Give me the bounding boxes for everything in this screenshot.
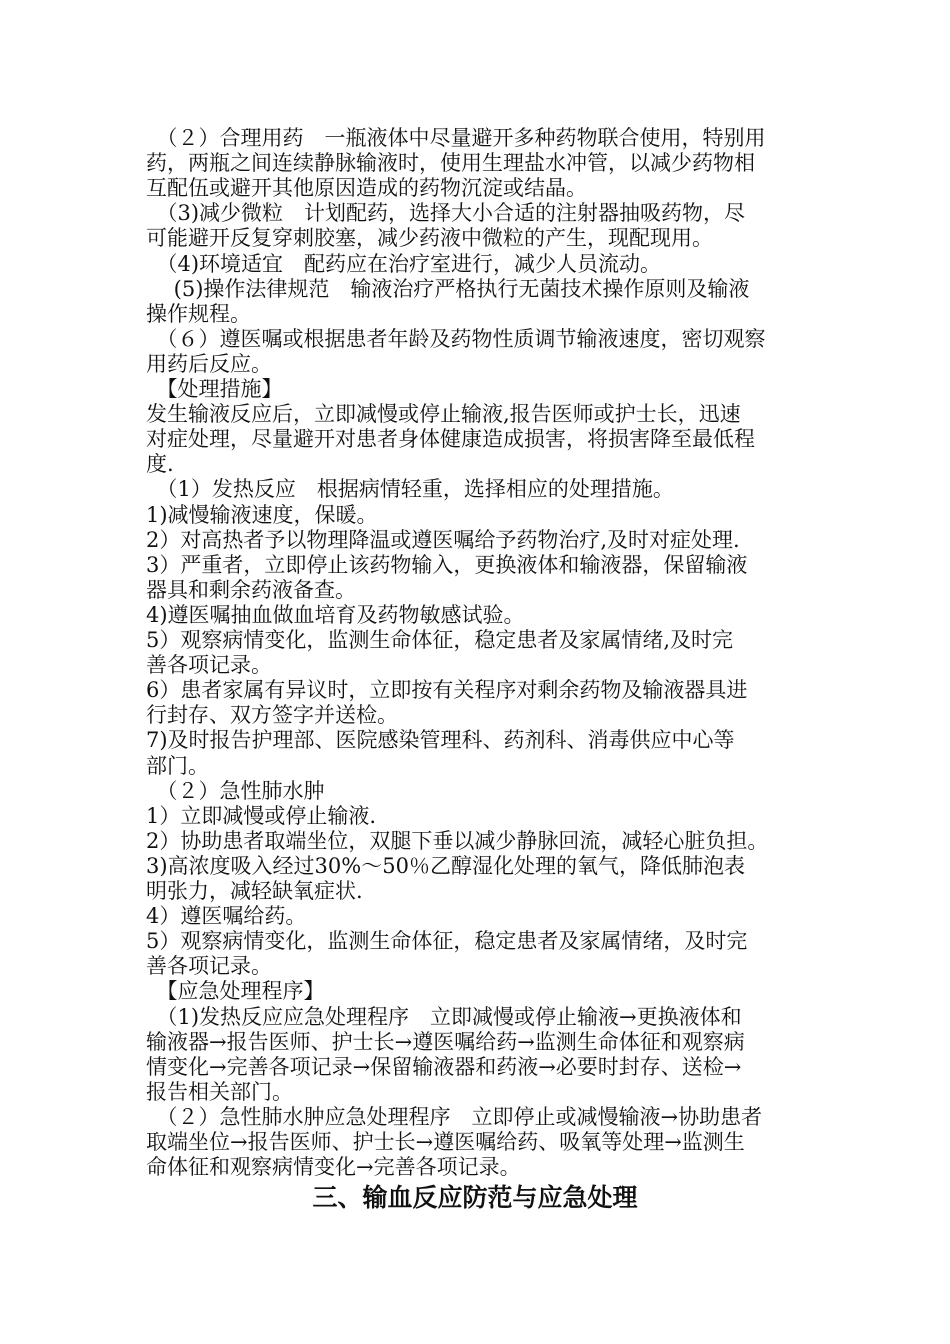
text-line: 互配伍或避开其他原因造成的药物沉淀或结晶。	[146, 176, 587, 201]
text-line: 器具和剩余药液备查。	[146, 577, 356, 602]
text-line: 行封存、双方签字并送检。	[146, 703, 398, 728]
text-line: 输液器→报告医师、护士长→遵医嘱给药→监测生命体征和观察病	[146, 1029, 745, 1054]
text-line: 1）立即减慢或停止输液.	[146, 803, 377, 828]
text-line: 用药后反应。	[146, 351, 272, 376]
text-line: 善各项记录。	[146, 653, 272, 678]
text-line: （６）遵医嘱或根据患者年龄及药物性质调节输液速度，密切观察	[146, 326, 766, 351]
text-line: 2）协助患者取端坐位，双腿下垂以减少静脉回流，减轻心脏负担。	[146, 828, 769, 853]
text-line: 【应急处理程序】	[146, 979, 325, 1004]
text-line: 发生输液反应后，立即减慢或停止输液,报告医师或护士长，迅速	[146, 402, 741, 427]
text-line: 【处理措施】	[146, 377, 283, 401]
text-line: 明张力，减轻缺氧症状.	[146, 879, 363, 903]
section-heading: 三、输血反应防范与应急处理	[312, 1183, 638, 1212]
text-line: 6）患者家属有异议时，立即按有关程序对剩余药物及输液器具进	[146, 678, 748, 703]
text-line: 7)及时报告护理部、医院感染管理科、药剂科、消毒供应中心等	[146, 728, 735, 753]
text-line: （２）合理用药 一瓶液体中尽量避开多种药物联合使用，特别用	[146, 126, 766, 150]
text-line: 情变化→完善各项记录→保留输液器和药液→必要时封存、送检→	[146, 1054, 742, 1079]
text-line: 3)高浓度吸入经过30%～50％乙醇湿化处理的氧气，降低肺泡表	[146, 853, 745, 878]
text-line: 对症处理，尽量避开对患者身体健康造成损害，将损害降至最低程	[146, 427, 755, 452]
text-line: （3)减少微粒 计划配药，选择大小合适的注射器抽吸药物，尽	[146, 201, 746, 226]
text-line: 报告相关部门。	[146, 1079, 293, 1104]
text-line: 3）严重者，立即停止该药物输入，更换液体和输液器，保留输液	[146, 552, 748, 577]
text-line: 取端坐位→报告医师、护士长→遵医嘱给药、吸氧等处理→监测生	[146, 1130, 745, 1154]
text-line: 善各项记录。	[146, 954, 272, 979]
text-line: （２）急性肺水肿	[146, 778, 325, 803]
text-line: 5）观察病情变化，监测生命体征，稳定患者及家属情绪，及时完	[146, 929, 748, 954]
text-line: (5)操作法律规范 输液治疗严格执行无菌技术操作原则及输液	[146, 276, 750, 301]
text-line: 4）遵医嘱给药。	[146, 904, 307, 929]
text-line: （1）发热反应 根据病情轻重，选择相应的处理措施。	[146, 477, 674, 502]
text-line: 药，两瓶之间连续静脉输液时，使用生理盐水冲管，以减少药物相	[146, 151, 755, 176]
text-line: 2）对高热者予以物理降温或遵医嘱给予药物治疗,及时对症处理.	[146, 527, 740, 552]
text-line: 5）观察病情变化，监测生命体征，稳定患者及家属情绪,及时完	[146, 628, 734, 652]
text-line: （２）急性肺水肿应急处理程序 立即停止或减慢输液→协助患者	[146, 1104, 763, 1129]
text-line: （1)发热反应应急处理程序 立即减慢或停止输液→更换液体和	[146, 1004, 742, 1029]
text-line: 1)减慢输液速度，保暖。	[146, 502, 378, 527]
text-line: 可能避开反复穿刺胶塞，减少药液中微粒的产生，现配现用。	[146, 226, 713, 251]
text-line: 部门。	[146, 753, 209, 778]
text-line: 操作规程。	[146, 301, 251, 326]
text-line: （4)环境适宜 配药应在治疗室进行，减少人员流动。	[146, 251, 662, 276]
text-line: 命体征和观察病情变化→完善各项记录。	[146, 1155, 521, 1180]
text-line: 4)遵医嘱抽血做血培育及药物敏感试验。	[146, 602, 525, 627]
text-line: 度.	[146, 452, 174, 477]
